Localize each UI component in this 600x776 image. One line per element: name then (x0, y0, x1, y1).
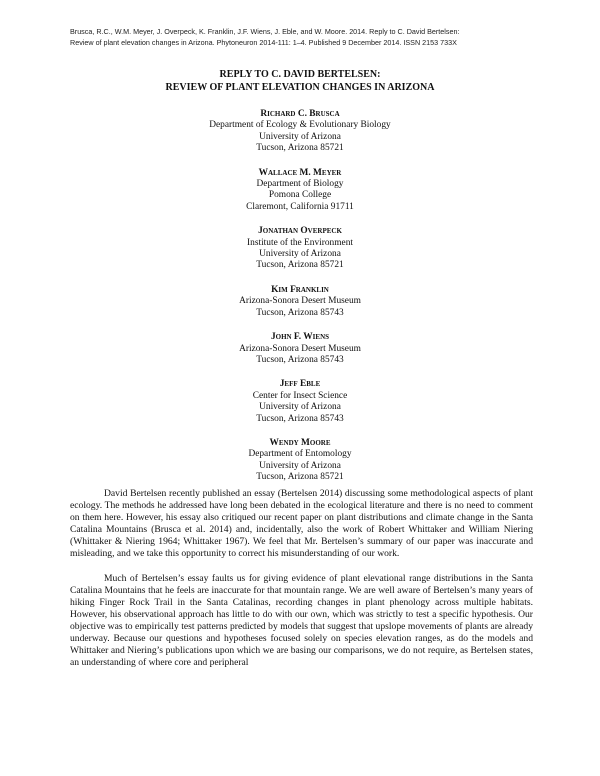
title-line-2: REVIEW OF PLANT ELEVATION CHANGES IN ARIZONA (165, 82, 435, 93)
citation-line-2: Review of plant elevation changes in Arizona. Phytoneuron 2014-111: 1–4. Published 9 December 2014. ISSN 2153 733X (70, 38, 457, 47)
affiliation-line: Center for Insect Science (252, 390, 348, 401)
author-block (0, 438, 600, 484)
affiliation-line: Department of Biology (256, 179, 344, 190)
author-block (0, 379, 600, 425)
affiliation-line: Department of Entomology (248, 449, 352, 460)
author-name: John F. Wiens (270, 332, 330, 343)
affiliation-line: University of Arizona (259, 249, 341, 260)
paragraph: Much of Bertelsen’s essay faults us for giving evidence of plant elevational range distributions in the Santa Catalina Mountains that he feels are inaccurate for that mountain range. We are well aware of Bertelsen’s many years of hiking Finger Rock Trail in the Santa Catalinas, recording changes in plant phenology across multiple habitats. However, his observational approach has little to do with our own, which was strictly to test a specific hypothesis. Our objective was to empirically test patterns predicted by models that suggest that upslope movements of plants are already underway. Because our questions and hypotheses focused solely on species elevation ranges, as do the models and Whittaker and Niering’s publications upon which we are basing our comparisons, we do not require, as Bertelsen states, an understanding of where core and peripheral (70, 572, 533, 669)
title-line-1: REPLY TO C. DAVID BERTELSEN: (219, 69, 381, 80)
affiliation-line: Department of Ecology & Evolutionary Biology (209, 120, 391, 131)
affiliation-line: Tucson, Arizona 85721 (256, 472, 344, 483)
citation-header (70, 26, 540, 48)
affiliation-line: Arizona-Sonora Desert Museum (239, 296, 361, 307)
affiliation-line: Pomona College (268, 190, 332, 201)
affiliation-line: University of Arizona (259, 460, 341, 471)
author-name: Richard C. Brusca (260, 109, 340, 119)
author-block (0, 226, 600, 272)
author-list (0, 109, 600, 497)
author-block (0, 109, 600, 155)
affiliation-line: Tucson, Arizona 85721 (256, 143, 344, 154)
author-name: Wallace M. Meyer (258, 167, 342, 178)
affiliation-line: Claremont, California 91711 (246, 201, 354, 212)
article-body (70, 488, 533, 681)
article-title (0, 68, 600, 94)
affiliation-line: Arizona-Sonora Desert Museum (239, 343, 361, 354)
affiliation-line: Tucson, Arizona 85743 (256, 354, 344, 365)
author-name: Wendy Moore (269, 437, 331, 448)
affiliation-line: Tucson, Arizona 85743 (256, 413, 344, 424)
author-name: Jonathan Overpeck (258, 226, 342, 237)
author-block (0, 285, 600, 319)
affiliation-line: Tucson, Arizona 85743 (256, 307, 344, 318)
affiliation-line: University of Arizona (259, 402, 341, 413)
affiliation-line: Institute of the Environment (247, 237, 353, 248)
citation-line-1: Brusca, R.C., W.M. Meyer, J. Overpeck, K. Franklin, J.F. Wiens, J. Eble, and W. Moore. 2014. Reply to C. David Bertelsen: (70, 27, 460, 36)
author-block (0, 168, 600, 214)
author-name: Jeff Eble (279, 379, 321, 390)
affiliation-line: Tucson, Arizona 85721 (256, 260, 344, 271)
author-name: Kim Franklin (271, 284, 329, 295)
affiliation-line: University of Arizona (259, 131, 341, 142)
paragraph: David Bertelsen recently published an essay (Bertelsen 2014) discussing some methodological aspects of plant ecology. The methods he addressed have long been debated in the ecological literature and there is no need to comment on them here. However, his essay also critiqued our recent paper on plant distributions and climate change in the Santa Catalina Mountains (Brusca et al. 2014) and, incidentally, also the work of Robert Whittaker and William Niering (Whittaker & Niering 1964; Whittaker 1967). We feel that Mr. Bertelsen’s summary of our paper was inaccurate and misleading, and we take this opportunity to correct his misunderstanding of our work. (70, 488, 533, 560)
author-block (0, 332, 600, 366)
